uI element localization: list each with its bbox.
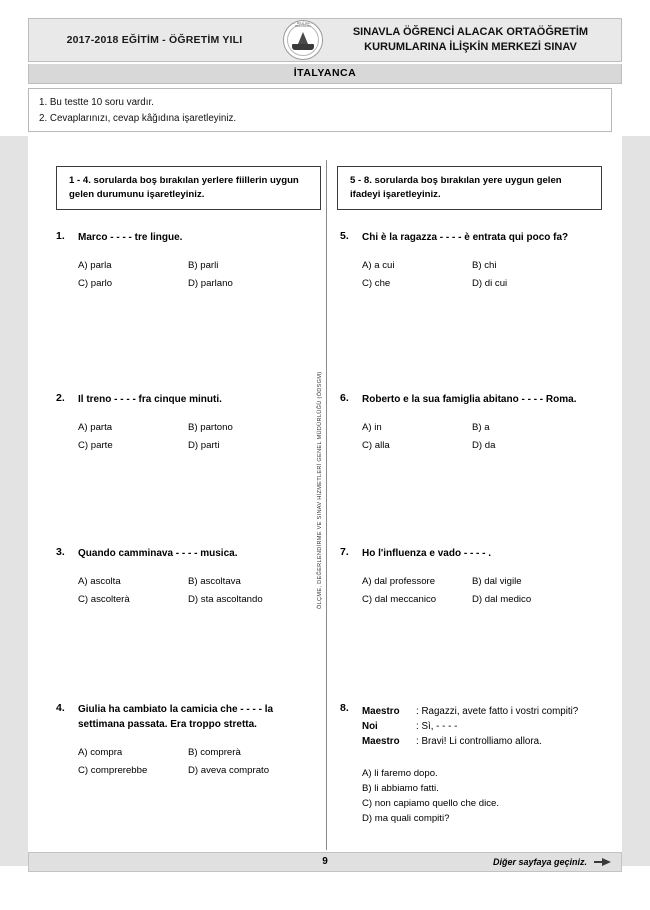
page-header: [28, 18, 622, 62]
directions-right: 5 - 8. sorularda boş bırakılan yere uygun gelen ifadeyi işaretleyiniz.: [337, 166, 602, 210]
next-page-text: Diğer sayfaya geçiniz.: [492, 857, 587, 867]
option-d[interactable]: D) dal medico: [472, 594, 532, 605]
option-c[interactable]: C) alla: [362, 440, 390, 451]
ministry-emblem-icon: [280, 19, 326, 61]
option-d[interactable]: D) da: [472, 440, 496, 451]
subject-bar: İTALYANCA: [28, 64, 622, 84]
question-stem: Giulia ha cambiato la camicia che - - - - la settimana passata. Era troppo stretta.: [78, 704, 274, 730]
exam-title-line-1: SINAVLA ÖĞRENCİ ALACAK ORTAÖĞRETİM: [352, 26, 589, 39]
dialogue-text: : Ragazzi, avete fatto i vostri compiti?: [416, 706, 579, 717]
question-1: [56, 230, 316, 291]
option-b[interactable]: B) li abbiamo fatti.: [362, 783, 439, 794]
option-d[interactable]: D) aveva comprato: [188, 765, 270, 776]
option-b[interactable]: B) partono: [188, 422, 233, 433]
question-8: [340, 702, 610, 827]
question-number: 7.: [340, 546, 349, 558]
option-c[interactable]: C) ascolterà: [78, 594, 130, 605]
question-options: [78, 259, 316, 291]
question-6: [340, 392, 600, 453]
question-options: [78, 746, 316, 778]
option-d[interactable]: D) di cui: [472, 278, 508, 289]
question-number: 6.: [340, 392, 349, 404]
dialogue-text: : Sì, - - - -: [416, 721, 458, 732]
question-options: [78, 421, 316, 453]
instruction-item: 1. Bu testte 10 soru vardır.: [39, 97, 154, 108]
option-a[interactable]: A) ascolta: [78, 576, 121, 587]
page-footer: [28, 852, 622, 872]
question-number: 1.: [56, 230, 65, 242]
option-a[interactable]: A) in: [362, 422, 382, 433]
question-options: [362, 575, 600, 607]
question-number: 2.: [56, 392, 65, 404]
question-number: 4.: [56, 702, 65, 714]
option-a[interactable]: A) li faremo dopo.: [362, 768, 438, 779]
option-b[interactable]: B) dal vigile: [472, 576, 522, 587]
option-c[interactable]: C) che: [362, 278, 391, 289]
question-3: [56, 546, 316, 607]
option-a[interactable]: A) parla: [78, 260, 112, 271]
question-4: [56, 702, 316, 778]
question-options: [362, 421, 600, 453]
question-number: 3.: [56, 546, 65, 558]
question-2: [56, 392, 316, 453]
option-b[interactable]: B) parli: [188, 260, 219, 271]
instruction-item: 2. Cevaplarınızı, cevap kâğıdına işaretleyiniz.: [39, 113, 237, 124]
option-a[interactable]: A) a cui: [362, 260, 395, 271]
emblem-label: T.C. MİLLÎ EĞİTİM BAKANLIĞI: [290, 22, 316, 28]
question-options: [362, 259, 600, 291]
option-c[interactable]: C) comprerebbe: [78, 765, 148, 776]
right-margin-band: [622, 136, 650, 866]
option-b[interactable]: B) ascoltava: [188, 576, 241, 587]
question-number: 8.: [340, 702, 349, 714]
question-stem: Quando camminava - - - - musica.: [78, 548, 238, 559]
option-d[interactable]: D) parlano: [188, 278, 233, 289]
option-b[interactable]: B) a: [472, 422, 490, 433]
option-a[interactable]: A) parta: [78, 422, 113, 433]
option-c[interactable]: C) non capiamo quello che dice.: [362, 798, 500, 809]
dialogue-line: [362, 704, 610, 719]
directions-left: 1 - 4. sorularda boş bırakılan yerlere fiillerin uygun gelen durumunu işaretleyiniz.: [56, 166, 321, 210]
question-options: [362, 767, 610, 826]
instructions-box: [28, 88, 612, 132]
question-options: [78, 575, 316, 607]
academic-year-text: 2017-2018 EĞİTİM - ÖĞRETİM YILI: [66, 34, 243, 46]
exam-title: [326, 25, 621, 55]
option-a[interactable]: A) compra: [78, 747, 123, 758]
exam-title-line-2: KURUMLARINA İLİŞKİN MERKEZİ SINAV: [364, 41, 577, 53]
question-stem: Chi è la ragazza - - - - è entrata qui poco fa?: [362, 232, 569, 243]
question-7: [340, 546, 600, 607]
arrow-tail-decoration: [594, 861, 602, 863]
question-number: 5.: [340, 230, 349, 242]
option-c[interactable]: C) parlo: [78, 278, 113, 289]
question-stem: Roberto e la sua famiglia abitano - - - - Roma.: [362, 394, 577, 405]
option-d[interactable]: D) ma quali compiti?: [362, 813, 450, 824]
dialogue-speaker: Noi: [362, 721, 378, 732]
left-margin-band: [0, 136, 28, 866]
question-5: [340, 230, 600, 291]
option-b[interactable]: B) chi: [472, 260, 497, 271]
page-number: 9: [322, 856, 328, 867]
option-d[interactable]: D) parti: [188, 440, 220, 451]
dialogue-speaker: Maestro: [362, 736, 400, 747]
dialogue-text: : Bravi! Li controlliamo allora.: [416, 736, 542, 747]
dialogue-line: [362, 734, 610, 749]
option-c[interactable]: C) dal meccanico: [362, 594, 437, 605]
question-stem: Ho l'influenza e vado - - - - .: [362, 548, 492, 559]
next-page-arrow-icon: [602, 858, 611, 866]
dialogue-line: [362, 719, 610, 734]
question-stem: Il treno - - - - fra cinque minuti.: [78, 394, 222, 405]
question-dialogue: [362, 704, 610, 749]
option-b[interactable]: B) comprerà: [188, 747, 241, 758]
option-d[interactable]: D) sta ascoltando: [188, 594, 263, 605]
option-c[interactable]: C) parte: [78, 440, 113, 451]
option-a[interactable]: A) dal professore: [362, 576, 436, 587]
question-stem: Marco - - - - tre lingue.: [78, 232, 183, 243]
department-vertical-label: ÖLÇME, DEĞERLENDİRME VE SINAV HİZMETLERİ GENEL MÜDÜRLÜĞÜ (ÖDSGM): [317, 371, 323, 609]
dialogue-speaker: Maestro: [362, 706, 400, 717]
